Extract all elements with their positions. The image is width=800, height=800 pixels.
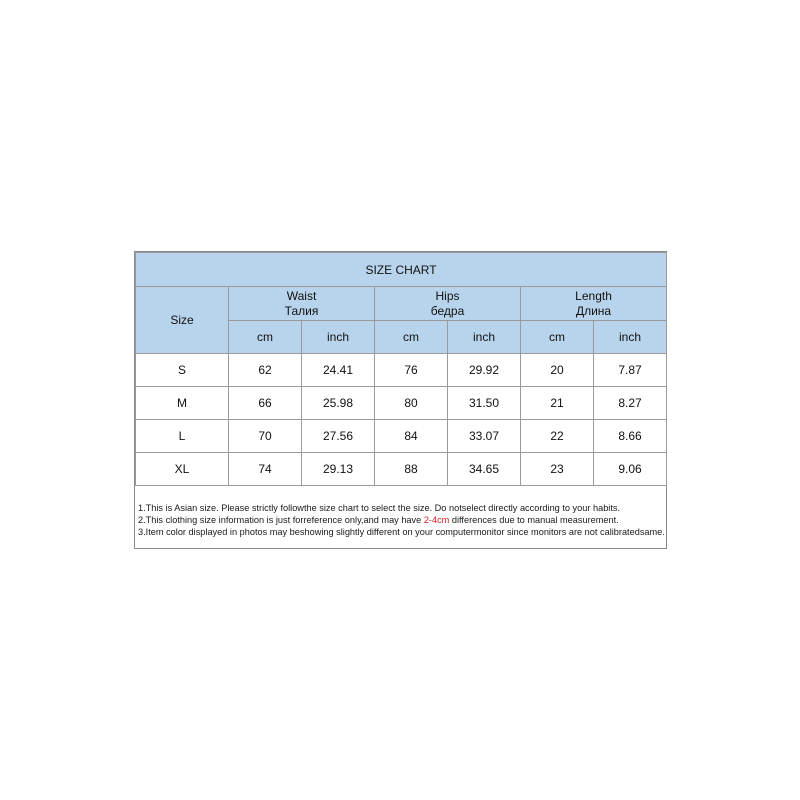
waist-header	[229, 287, 375, 321]
table-cell: 70	[229, 420, 302, 453]
table-cell: 62	[229, 354, 302, 387]
table-row	[136, 453, 667, 486]
table-cell: 80	[375, 387, 448, 420]
size-notes	[135, 486, 666, 538]
table-row	[136, 387, 667, 420]
size-cell: L	[136, 420, 229, 453]
table-cell: 88	[375, 453, 448, 486]
hips-label-ru: бедра	[430, 303, 465, 318]
note-line-2	[138, 514, 664, 526]
unit-header: cm	[521, 321, 594, 354]
table-cell: 25.98	[302, 387, 375, 420]
chart-title: SIZE CHART	[136, 253, 667, 287]
size-chart	[134, 251, 667, 549]
table-cell: 74	[229, 453, 302, 486]
table-cell: 20	[521, 354, 594, 387]
table-cell: 22	[521, 420, 594, 453]
table-cell: 24.41	[302, 354, 375, 387]
hips-label: Hips	[435, 288, 460, 303]
size-cell: S	[136, 354, 229, 387]
table-cell: 27.56	[302, 420, 375, 453]
note-line-2-start: 2.This clothing size information is just forreference only,and may have	[138, 515, 424, 525]
table-cell: 34.65	[448, 453, 521, 486]
table-cell: 7.87	[594, 354, 667, 387]
size-cell: M	[136, 387, 229, 420]
size-cell: XL	[136, 453, 229, 486]
table-cell: 84	[375, 420, 448, 453]
table-cell: 66	[229, 387, 302, 420]
table-cell: 8.66	[594, 420, 667, 453]
table-row	[136, 354, 667, 387]
table-cell: 31.50	[448, 387, 521, 420]
unit-header: inch	[448, 321, 521, 354]
table-cell: 76	[375, 354, 448, 387]
table-cell: 21	[521, 387, 594, 420]
table-cell: 9.06	[594, 453, 667, 486]
size-column-header: Size	[136, 287, 229, 354]
length-label: Length	[575, 288, 612, 303]
length-label-ru: Длина	[575, 303, 612, 318]
unit-header: cm	[229, 321, 302, 354]
table-cell: 33.07	[448, 420, 521, 453]
table-cell: 8.27	[594, 387, 667, 420]
waist-label-ru: Талия	[284, 303, 319, 318]
length-header	[521, 287, 667, 321]
note-line-1: 1.This is Asian size. Please strictly followthe size chart to select the size. Do notselect directly according to your habits.	[138, 503, 621, 513]
note-line-2-end: differences due to manual measurement.	[449, 515, 619, 525]
table-cell: 23	[521, 453, 594, 486]
table-row	[136, 420, 667, 453]
table-cell: 29.13	[302, 453, 375, 486]
size-table	[135, 252, 667, 486]
unit-header: inch	[302, 321, 375, 354]
hips-header	[375, 287, 521, 321]
note-line-3: 3.Item color displayed in photos may beshowing slightly different on your computermonitor since monitors are not calibratedsame.	[138, 527, 665, 537]
unit-header: cm	[375, 321, 448, 354]
table-cell: 29.92	[448, 354, 521, 387]
note-highlight: 2-4cm	[423, 515, 450, 525]
waist-label: Waist	[286, 288, 317, 303]
unit-header: inch	[594, 321, 667, 354]
